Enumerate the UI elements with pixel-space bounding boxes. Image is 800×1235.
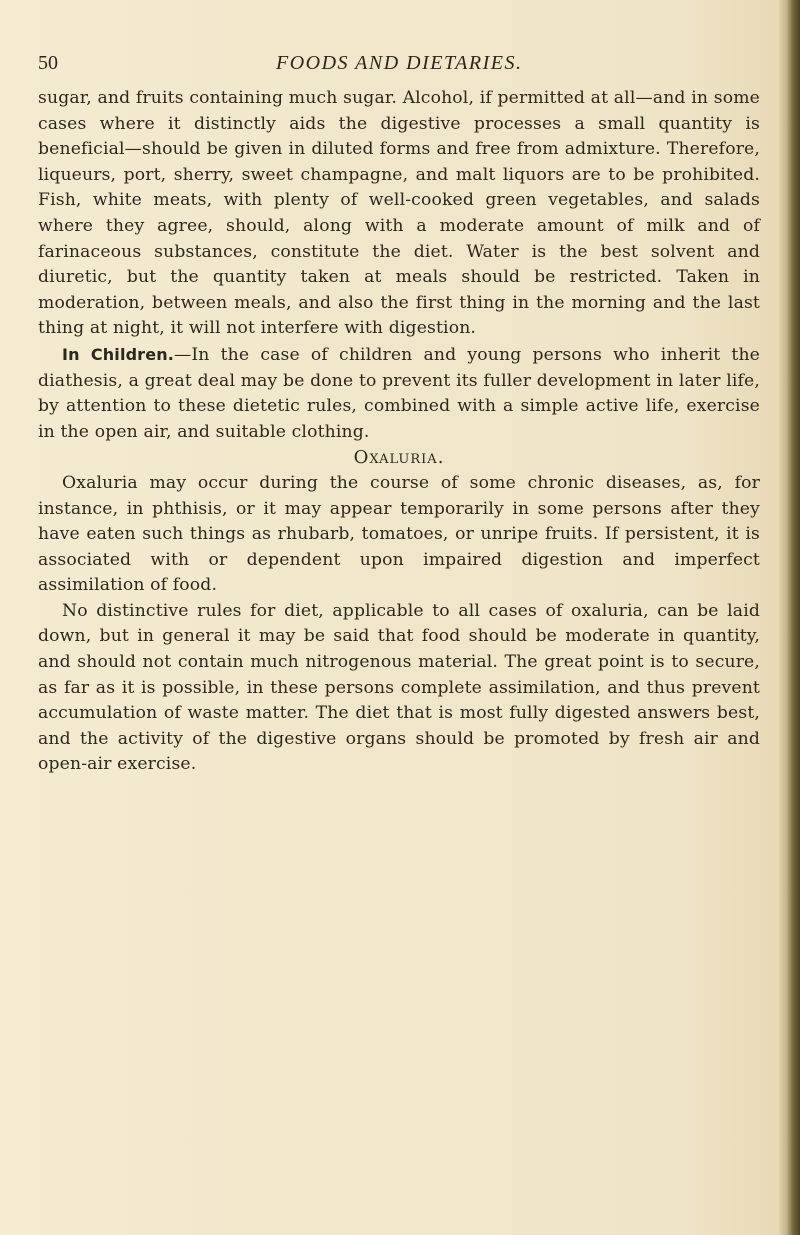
page-edge-shadow: [778, 0, 800, 1235]
running-title: FOODS AND DIETARIES.: [276, 52, 523, 74]
page-header: [38, 52, 758, 78]
paragraph-diet-alcohol: sugar, and fruits containing much sugar. Alcohol, if permitted at all—and in some cases where it distinctly aids the digestive processes a small quantity is beneficial—should be given in diluted forms and free from admixture. Therefore, liqueurs, port, sherry, sweet champagne, and malt liquors are to be prohibited. Fish, white meats, with plenty of well-cooked green vegetables, and salads where they agree, should, along with a moderate amount of milk and of farinaceous substances, constitute the diet. Water is the best solvent and diuretic, but the quantity taken at meals should be restricted. Taken in moderation, between meals, and also the first thing in the morning and the last thing at night, it will not interfere with digestion.: [38, 88, 760, 339]
paragraph-oxaluria-causes: Oxaluria may occur during the course of some chronic diseases, as, for instance, in phthisis, or it may appear temporarily in some persons after they have eaten such things as rhubarb, tomatoes, or unripe fruits. If persistent, it is associated with or dependent upon impaired digestion and imperfect assimilation of food.: [38, 472, 760, 596]
run-in-heading-children: In Children.: [62, 344, 174, 364]
page-number: 50: [38, 52, 58, 74]
paragraph-children-text: —In the case of children and young persons who inherit the diathesis, a great deal may be done to prevent its fuller development in later life, by attention to these dietetic rules, combined with a simple active life, exercise in the open air, and suitable clothing.: [38, 344, 761, 442]
section-heading-oxaluria: Oxaluria.: [353, 447, 445, 469]
paragraph-oxaluria-diet: No distinctive rules for diet, applicable to all cases of oxaluria, can be laid down, but in general it may be said that food should be moderate in quantity, and should not contain much nitrogenous material. The great point is to secure, as far as it is possible, in these persons complete assimilation, and thus prevent accumulation of waste matter. The diet that is most fully digested answers best, and the activity of the digestive organs should be promoted by fresh air and open-air exercise.: [38, 600, 760, 775]
body-text: [38, 86, 760, 778]
paragraph-children: [38, 342, 760, 445]
